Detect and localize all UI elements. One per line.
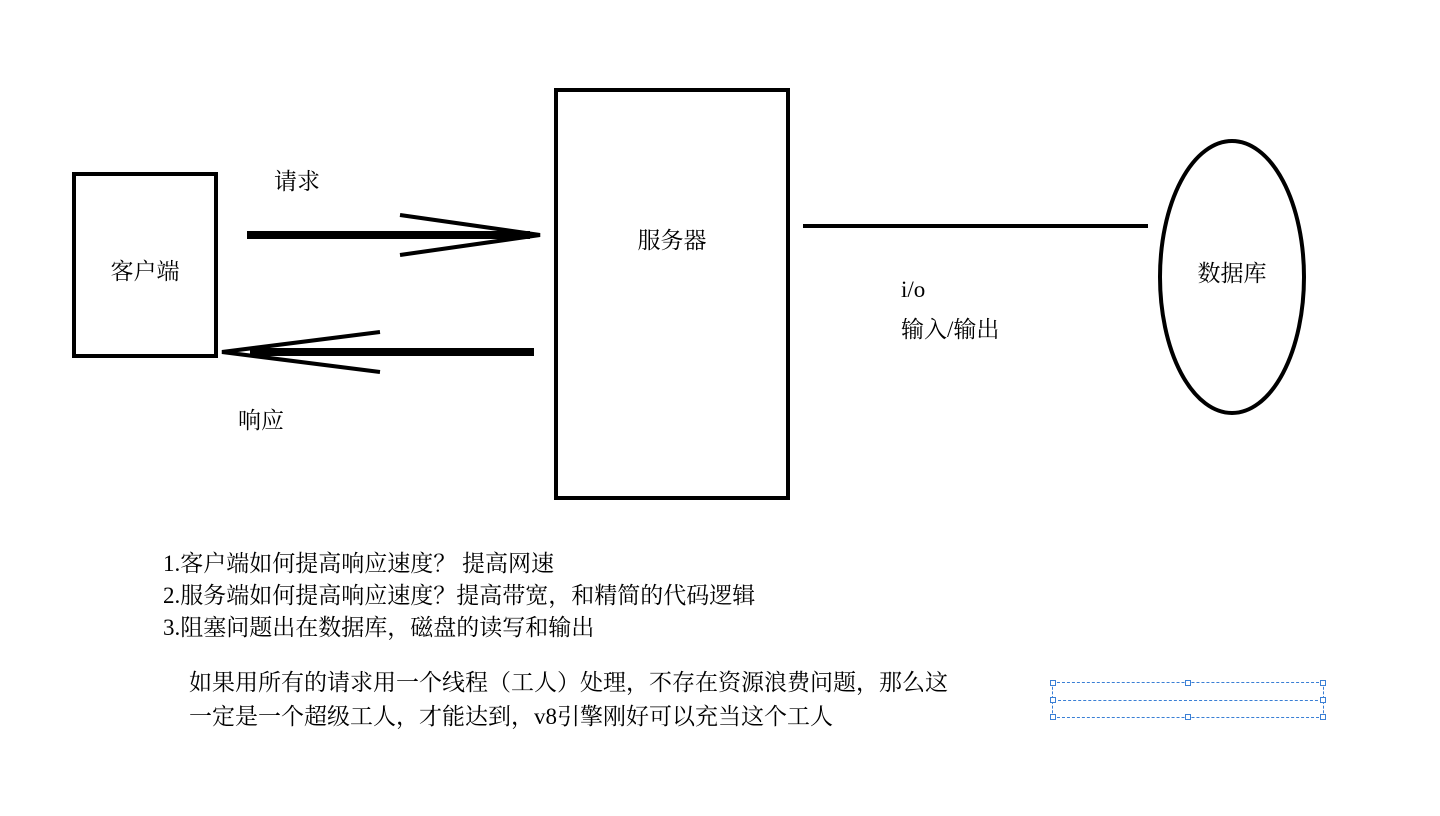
node-server-shape[interactable] [556, 90, 788, 498]
edge-response-label: 响应 [238, 408, 284, 433]
node-database-label: 数据库 [1197, 261, 1267, 286]
resize-handle-top-right[interactable] [1320, 680, 1326, 686]
resize-handle-middle-left[interactable] [1050, 697, 1056, 703]
resize-handle-top-middle[interactable] [1185, 680, 1191, 686]
resize-handle-middle-right[interactable] [1320, 697, 1326, 703]
edge-request-label: 请求 [274, 169, 320, 194]
resize-handle-bottom-right[interactable] [1320, 714, 1326, 720]
note-item: 3.阻塞问题出在数据库，磁盘的读写和输出 [163, 615, 595, 640]
edge-response-arrow[interactable] [222, 332, 534, 372]
notes-list [163, 548, 1063, 644]
edge-io-label-line1: i/o [901, 277, 926, 302]
note-item: 1.客户端如何提高响应速度？ 提高网速 [163, 551, 554, 576]
resize-handle-bottom-middle[interactable] [1185, 714, 1191, 720]
edge-io-label-line2: 输入/输出 [901, 317, 1000, 342]
notes-block [163, 548, 1063, 734]
resize-handle-bottom-left[interactable] [1050, 714, 1056, 720]
note-item: 2.服务端如何提高响应速度？提高带宽，和精简的代码逻辑 [163, 583, 756, 608]
node-client-label: 客户端 [110, 259, 180, 284]
selected-shape[interactable] [1052, 682, 1324, 718]
selected-shape-midline [1053, 700, 1323, 701]
resize-handle-top-left[interactable] [1050, 680, 1056, 686]
edge-request-arrow[interactable] [247, 215, 540, 255]
notes-paragraph: 如果用所有的请求用一个线程（工人）处理，不存在资源浪费问题，那么这一定是一个超级工人，才能达到，v8引擎刚好可以充当这个工人 [189, 670, 948, 729]
node-server-label: 服务器 [637, 228, 707, 253]
